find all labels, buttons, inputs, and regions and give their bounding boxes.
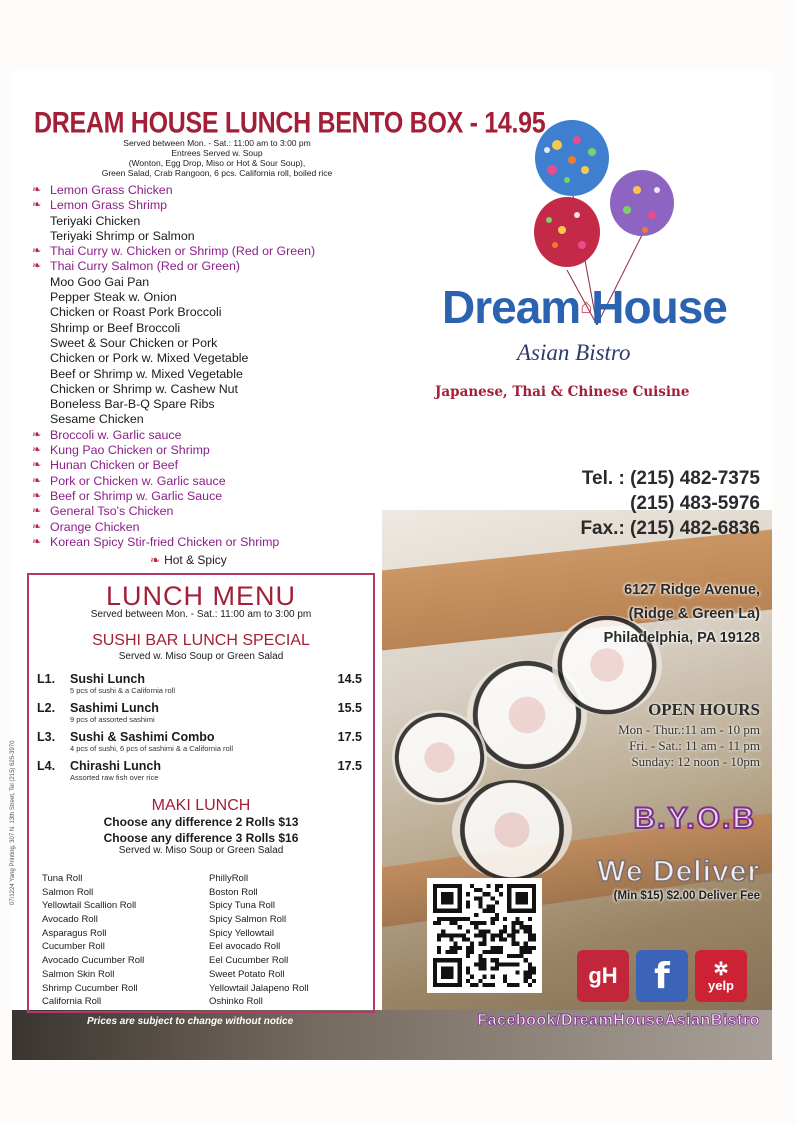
bento-description: Served between Mon. - Sat.: 11:00 am to 3:00 pm Entrees Served w. Soup (Wonton, Egg Drop, Miso or Hot & Sour Soup), Green Salad, Crab Rangoon, 6 pcs. California roll, boiled rice bbox=[101, 138, 333, 178]
sushi-roll-image bbox=[452, 780, 572, 880]
sushi-special-title: SUSHI BAR LUNCH SPECIAL bbox=[92, 632, 310, 649]
cuisine-line: Japanese, Thai & Chinese Cuisine bbox=[435, 384, 690, 400]
bento-item: ❧ Pork or Chicken w. Garlic sauce bbox=[32, 474, 315, 489]
roll-item: Spicy Salmon Roll bbox=[209, 914, 287, 926]
roll-item: Sweet Potato Roll bbox=[209, 968, 285, 980]
maki-price-2-rolls: Choose any difference 2 Rolls $13 bbox=[103, 815, 299, 829]
roll-item: Spicy Tuna Roll bbox=[209, 900, 276, 912]
bento-item: Chicken or Shrimp w. Cashew Nut bbox=[50, 381, 238, 396]
bento-item: ❧ Thai Curry Salmon (Red or Green) bbox=[32, 259, 315, 274]
sushi-item bbox=[37, 701, 362, 729]
facebook-url[interactable]: Facebook/DreamHouseAsianBistro bbox=[477, 1012, 760, 1029]
bento-item: ❧ Beef or Shrimp w. Garlic Sauce bbox=[32, 489, 315, 504]
hours-sunday: Sunday: 12 noon - 10pm bbox=[631, 754, 760, 769]
house-icon: ⌂ bbox=[580, 296, 592, 318]
yelp-icon[interactable]: ✲ yelp bbox=[695, 950, 747, 1002]
roll-list-left bbox=[42, 872, 144, 1009]
bento-item: ❧ Lemon Grass Chicken bbox=[32, 183, 315, 198]
we-deliver-banner: We Deliver bbox=[597, 855, 760, 888]
roll-item: Asparagus Roll bbox=[42, 927, 107, 939]
roll-list-right bbox=[209, 872, 308, 1009]
hot-spicy-icon: ❧ bbox=[150, 553, 161, 567]
sushi-item-desc: Assorted raw fish over rice bbox=[70, 773, 159, 782]
roll-item: Avocado Cucumber Roll bbox=[42, 955, 145, 967]
open-hours-title: OPEN HOURS bbox=[648, 700, 760, 719]
roll-item: Boston Roll bbox=[209, 886, 258, 898]
roll-item: Cucumber Roll bbox=[42, 941, 105, 953]
bento-item: Shrimp or Beef Broccoli bbox=[50, 320, 181, 335]
sushi-item-code: L1. bbox=[37, 672, 56, 686]
bento-item: ❧ General Tso's Chicken bbox=[32, 504, 315, 519]
address-line-1: 6127 Ridge Avenue, bbox=[624, 582, 760, 598]
yelp-burst-icon: ✲ bbox=[713, 958, 729, 979]
bento-item: ❧ Thai Curry w. Chicken or Shrimp (Red or Green) bbox=[32, 244, 315, 259]
sushi-item-desc: 5 pcs of sushi & a California roll bbox=[70, 686, 176, 695]
roll-item: Avocado Roll bbox=[42, 914, 98, 926]
sushi-item bbox=[37, 730, 362, 758]
bento-item: Beef or Shrimp w. Mixed Vegetable bbox=[50, 366, 243, 381]
roll-item: Eel avocado Roll bbox=[209, 941, 281, 953]
roll-item: Yellowtail Scallion Roll bbox=[42, 900, 137, 912]
sushi-item-name: Sushi & Sashimi Combo bbox=[70, 730, 215, 744]
fax-number: Fax.: (215) 482-6836 bbox=[580, 518, 760, 539]
bento-item: Chicken or Roast Pork Broccoli bbox=[50, 305, 222, 320]
maki-subtitle: Served w. Miso Soup or Green Salad bbox=[118, 845, 284, 856]
bento-item-list bbox=[32, 183, 315, 550]
bento-item: ❧ Korean Spicy Stir-fried Chicken or Shrimp bbox=[32, 535, 315, 550]
byob-badge: B.Y.O.B bbox=[633, 802, 756, 835]
grubhub-icon[interactable]: gH bbox=[577, 950, 629, 1002]
address-line-2: (Ridge & Green La) bbox=[628, 606, 760, 622]
bento-item: Teriyaki Chicken bbox=[50, 213, 141, 228]
lunch-menu-title: LUNCH MENU bbox=[105, 581, 296, 611]
sushi-item bbox=[37, 759, 362, 787]
hours-mon-thur: Mon - Thur.:11 am - 10 pm bbox=[618, 722, 760, 737]
sushi-item-name: Sashimi Lunch bbox=[70, 701, 159, 715]
roll-item: Tuna Roll bbox=[42, 873, 83, 884]
facebook-icon[interactable]: f bbox=[636, 950, 688, 1002]
brand-tagline: Asian Bistro bbox=[517, 340, 631, 365]
bento-item: Chicken or Pork w. Mixed Vegetable bbox=[50, 351, 249, 366]
sushi-item-desc: 4 pcs of sushi, 6 pcs of sashimi & a California roll bbox=[70, 744, 233, 753]
bento-item: ❧ Kung Pao Chicken or Shrimp bbox=[32, 443, 315, 458]
maki-title: MAKI LUNCH bbox=[151, 797, 251, 814]
bento-item: ❧ Hunan Chicken or Beef bbox=[32, 458, 315, 473]
lunch-menu-box bbox=[27, 573, 375, 1013]
roll-item: Salmon Roll bbox=[42, 886, 94, 898]
print-credit: 07/1224 Yang Printing, 307 N. 13th Street, Tel (215) 625-3970 bbox=[10, 740, 16, 905]
sushi-item bbox=[37, 672, 362, 700]
bento-title: DREAM HOUSE LUNCH BENTO BOX - 14.95 bbox=[34, 106, 546, 140]
sushi-item-code: L3. bbox=[37, 730, 56, 744]
bento-item: Boneless Bar-B-Q Spare Ribs bbox=[50, 397, 215, 412]
brand-logo: Dream⌂House bbox=[442, 281, 727, 333]
sushi-item-price: 17.5 bbox=[337, 730, 362, 744]
bento-item: Teriyaki Shrimp or Salmon bbox=[50, 228, 195, 243]
delivery-fee: (Min $15) $2.00 Deliver Fee bbox=[613, 890, 760, 902]
bento-item: Sesame Chicken bbox=[50, 412, 144, 427]
bento-item: Moo Goo Gai Pan bbox=[50, 274, 150, 289]
sushi-item-name: Chirashi Lunch bbox=[70, 759, 161, 773]
menu-sheet bbox=[12, 70, 772, 1060]
sushi-item-code: L2. bbox=[37, 701, 56, 715]
sushi-special-subtitle: Served w. Miso Soup or Green Salad bbox=[118, 651, 284, 662]
bento-item: ❧ Broccoli w. Garlic sauce bbox=[32, 428, 315, 443]
phone-1: Tel. : (215) 482-7375 bbox=[581, 468, 760, 489]
prices-note: Prices are subject to change without notice bbox=[87, 1016, 294, 1027]
roll-item: Salmon Skin Roll bbox=[42, 968, 115, 980]
sushi-item-code: L4. bbox=[37, 759, 56, 773]
sushi-item-name: Sushi Lunch bbox=[70, 672, 145, 686]
maki-price-3-rolls: Choose any difference 3 Rolls $16 bbox=[103, 831, 299, 845]
bento-item: ❧ Orange Chicken bbox=[32, 520, 315, 535]
roll-item: California Roll bbox=[42, 996, 102, 1008]
hours-fri-sat: Fri. - Sat.: 11 am - 11 pm bbox=[629, 738, 760, 753]
bento-item: Sweet & Sour Chicken or Pork bbox=[50, 335, 218, 350]
roll-item: Eel Cucumber Roll bbox=[209, 955, 289, 967]
hot-spicy-legend: ❧ Hot & Spicy bbox=[150, 553, 227, 567]
roll-item: Shrimp Cucumber Roll bbox=[42, 982, 138, 994]
sushi-item-desc: 9 pcs of assorted sashimi bbox=[70, 715, 155, 724]
bento-item: ❧ Lemon Grass Shrimp bbox=[32, 198, 315, 213]
qr-code-icon[interactable] bbox=[427, 878, 542, 993]
phone-2: (215) 483-5976 bbox=[630, 493, 760, 514]
sushi-item-price: 15.5 bbox=[337, 701, 362, 715]
roll-item: Yellowtail Jalapeno Roll bbox=[209, 982, 309, 994]
roll-item: PhillyRoll bbox=[209, 873, 249, 884]
bento-item: Pepper Steak w. Onion bbox=[50, 290, 177, 305]
address-line-3: Philadelphia, PA 19128 bbox=[603, 630, 760, 646]
roll-item: Oshinko Roll bbox=[209, 996, 263, 1008]
roll-item: Spicy Yellowtail bbox=[209, 927, 274, 939]
sushi-item-price: 17.5 bbox=[337, 759, 362, 773]
lunch-served-hours: Served between Mon. - Sat.: 11:00 am to 3:00 pm bbox=[90, 609, 312, 620]
sushi-item-price: 14.5 bbox=[337, 672, 362, 686]
